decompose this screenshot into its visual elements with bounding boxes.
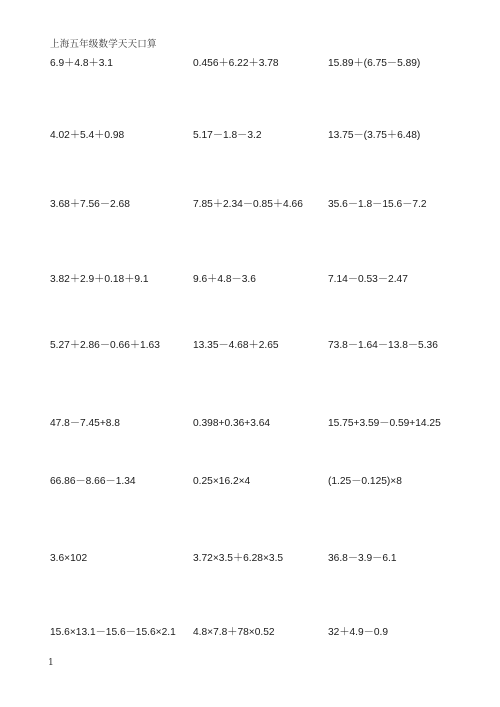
problem-r6-c1: 47.8－7.45+8.8 [50,418,120,429]
problem-r7-c2: 0.25×16.2×4 [193,476,251,487]
problem-r1-c3: 15.89＋(6.75－5.89) [328,58,421,69]
problem-r2-c1: 4.02＋5.4＋0.98 [50,130,125,141]
problem-r5-c2: 13.35－4.68＋2.65 [193,340,279,351]
problem-r1-c1: 6.9＋4.8＋3.1 [50,58,113,69]
problem-r3-c1: 3.68＋7.56－2.68 [50,199,130,210]
problem-r6-c3: 15.75+3.59－0.59+14.25 [328,418,441,429]
problem-r9-c1: 15.6×13.1－15.6－15.6×2.1 [50,627,176,638]
problem-r6-c2: 0.398+0.36+3.64 [193,418,271,429]
problem-r4-c3: 7.14－0.53－2.47 [328,274,408,285]
problem-r8-c2: 3.72×3.5＋6.28×3.5 [193,553,284,564]
problem-r8-c1: 3.6×102 [50,553,88,564]
problem-r9-c2: 4.8×7.8＋78×0.52 [193,627,275,638]
page-header-title: 上海五年级数学天天口算 [50,39,157,50]
problem-r9-c3: 32＋4.9－0.9 [328,627,389,638]
problem-r3-c2: 7.85＋2.34－0.85＋4.66 [193,199,303,210]
problem-r2-c3: 13.75－(3.75＋6.48) [328,130,421,141]
problem-r1-c2: 0.456＋6.22＋3.78 [193,58,279,69]
page-number: 1 [48,658,54,668]
problem-r5-c3: 73.8－1.64－13.8－5.36 [328,340,438,351]
problem-r4-c1: 3.82＋2.9＋0.18＋9.1 [50,274,149,285]
problem-r7-c3: (1.25－0.125)×8 [328,476,402,487]
problem-r4-c2: 9.6＋4.8－3.6 [193,274,256,285]
problem-r7-c1: 66.86－8.66－1.34 [50,476,136,487]
problem-r8-c3: 36.8－3.9－6.1 [328,553,397,564]
problem-r5-c1: 5.27＋2.86－0.66＋1.63 [50,340,160,351]
problem-r2-c2: 5.17－1.8－3.2 [193,130,262,141]
problem-r3-c3: 35.6－1.8－15.6－7.2 [328,199,427,210]
